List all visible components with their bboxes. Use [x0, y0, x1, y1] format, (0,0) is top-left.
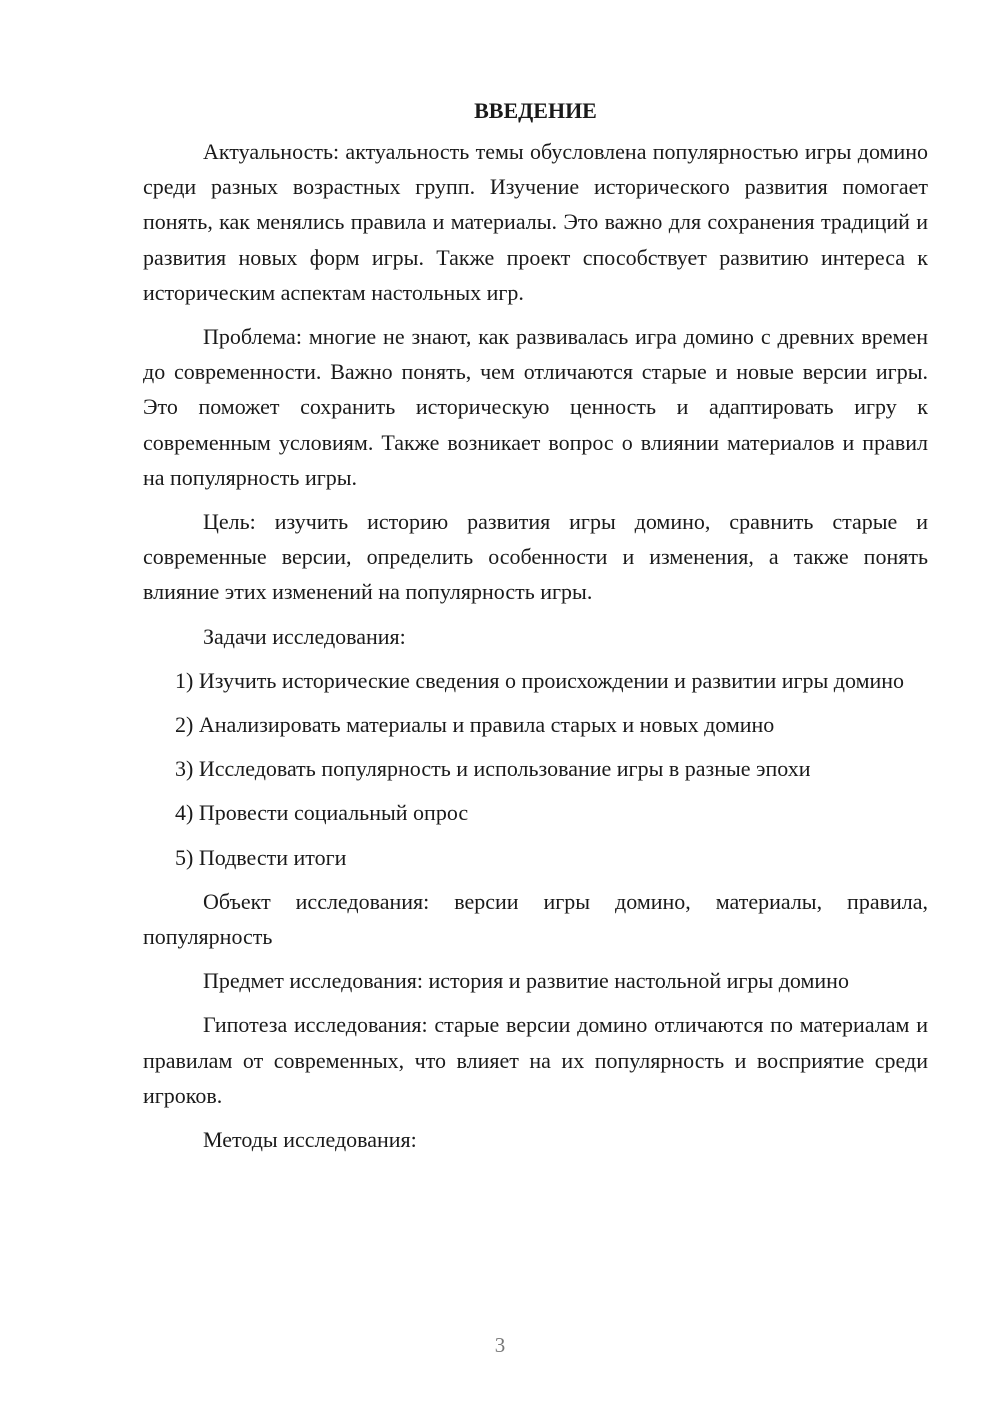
hypothesis-paragraph: Гипотеза исследования: старые версии домино отличаются по материалам и правилам от современных, что влияет на их популярность и восприятие среди игроков. — [143, 1012, 928, 1108]
goal-paragraph: Цель: изучить историю развития игры домино, сравнить старые и современные версии, определить особенности и изменения, а также понять влияние этих изменений на популярность игры. — [143, 509, 928, 605]
section-heading: ВВЕДЕНИЕ — [474, 98, 597, 123]
relevance-paragraph: Актуальность: актуальность темы обусловлена популярностью игры домино среди разных возрастных групп. Изучение исторического развития помогает понять, как менялись правила и материалы. Это важно для сохранения традиций и развития новых форм игры. Также проект способствует развитию интереса к историческим аспектам настольных игр. — [143, 139, 928, 305]
subject-paragraph: Предмет исследования: история и развитие настольной игры домино — [203, 968, 849, 994]
task-item: 1) Изучить исторические сведения о происхождении и развитии игры домино — [175, 667, 905, 693]
methods-label: Методы исследования: — [203, 1127, 417, 1153]
task-item: 2) Анализировать материалы и правила старых и новых домино — [175, 712, 775, 738]
tasks-label: Задачи исследования: — [203, 623, 406, 649]
page-content — [143, 96, 928, 1166]
task-item: 3) Исследовать популярность и использование игры в разные эпохи — [175, 756, 811, 782]
task-item: 4) Провести социальный опрос — [175, 800, 469, 826]
problem-paragraph: Проблема: многие не знают, как развивалась игра домино с древних времен до современности. Важно понять, чем отличаются старые и новые версии игры. Это поможет сохранить историческую ценность и адаптировать игру к современным условиям. Также возникает вопрос о влиянии материалов и правил на популярность игры. — [143, 324, 928, 490]
page-number: 3 — [494, 1333, 506, 1357]
object-paragraph: Объект исследования: версии игры домино, материалы, правила, популярность — [143, 888, 928, 950]
task-item: 5) Подвести итоги — [175, 844, 347, 870]
